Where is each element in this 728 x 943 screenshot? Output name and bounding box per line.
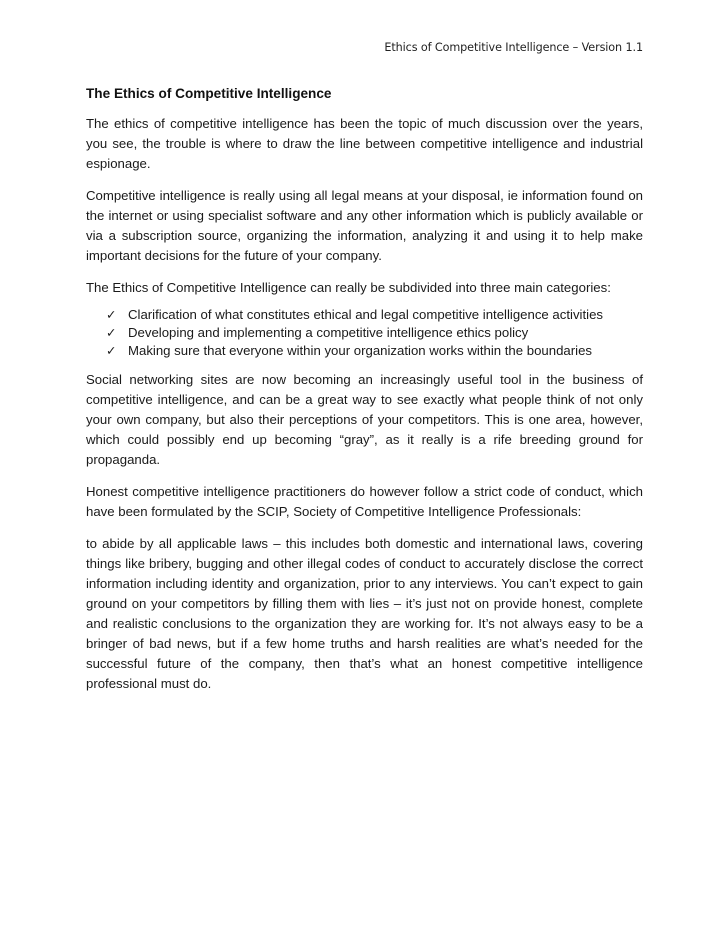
list-item (106, 342, 643, 360)
paragraph-categories: The Ethics of Competitive Intelligence can really be subdivided into three main categories: (86, 280, 611, 295)
category-checklist (86, 306, 643, 360)
paragraph-intro: The ethics of competitive intelligence has been the topic of much discussion over the years, you see, the trouble is where to draw the line between competitive intelligence and industrial espionage. (86, 116, 643, 171)
check-icon: ✓ (106, 307, 117, 322)
running-header: Ethics of Competitive Intelligence – Version 1.1 (384, 41, 643, 54)
list-item (106, 324, 643, 342)
check-icon: ✓ (106, 325, 117, 340)
document-title: The Ethics of Competitive Intelligence (86, 86, 332, 101)
check-icon: ✓ (106, 343, 117, 358)
paragraph-definition: Competitive intelligence is really using all legal means at your disposal, ie information found on the internet or using specialist software and any other information which is publicly available or via a subscription source, organizing the information, analyzing it and using it to help make important decisions for the future of your company. (86, 188, 643, 263)
list-item (106, 306, 643, 324)
paragraph-laws: to abide by all applicable laws – this includes both domestic and international laws, covering things like bribery, bugging and other illegal codes of conduct to accurately disclose the correct information including identity and organization, prior to any interviews. You can’t expect to gain ground on your competitors by filling them with lies – it’s just not on provide honest, complete and realistic conclusions to the organization they are working for. It’s not always easy to be a bringer of bad news, but if a few home truths and harsh realities are what’s needed for the successful future of the company, then that’s what an honest competitive intelligence professional must do. (86, 536, 643, 691)
paragraph-social-networking: Social networking sites are now becoming an increasingly useful tool in the business of competitive intelligence, and can be a great way to see exactly what people think of not only your own company, but also their perceptions of your competitors. This is one area, however, which could possibly end up becoming “gray”, as it really is a rife breeding ground for propaganda. (86, 372, 643, 467)
list-item-text: Making sure that everyone within your organization works within the boundaries (128, 343, 593, 358)
list-item-text: Clarification of what constitutes ethical and legal competitive intelligence activities (128, 307, 603, 322)
list-item-text: Developing and implementing a competitive intelligence ethics policy (128, 325, 529, 340)
paragraph-code-of-conduct: Honest competitive intelligence practitioners do however follow a strict code of conduct, which have been formulated by the SCIP, Society of Competitive Intelligence Professionals: (86, 484, 643, 519)
document-body (86, 114, 643, 706)
